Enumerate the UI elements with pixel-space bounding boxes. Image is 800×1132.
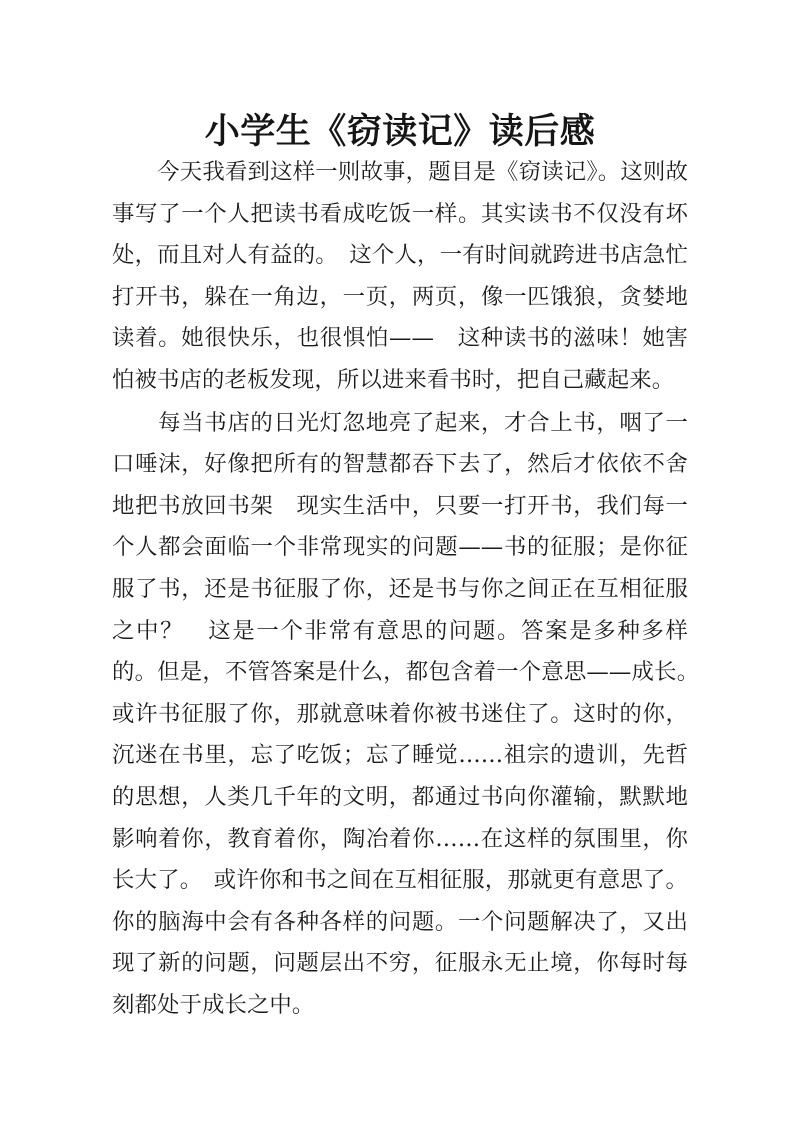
body-paragraph: 今天我看到这样一则故事，题目是《窃读记》。这则故事写了一个人把读书看成吃饭一样。其实读书不仅没有坏处，而且对人有益的。 这个人，一有时间就跨进书店急忙打开书，躲在一角边，一页，两页，像一匹饿狼，贪婪地读着。她很快乐，也很惧怕—— 这种读书的滋味！她害怕被书店的老板发现，所以进来看书时，把自己藏起来。 [112,159,688,393]
document-body [112,152,711,1027]
page-title: 小学生《窃读记》读后感 [204,112,596,153]
body-paragraph: 每当书店的日光灯忽地亮了起来，才合上书，咽了一口唾沫，好像把所有的智慧都吞下去了，然后才依依不舍地把书放回书架 现实生活中，只要一打开书，我们每一个人都会面临一个非常现实的问题——书的征服；是你征服了书，还是书征服了你，还是书与你之间正在互相征服之中？ 这是一个非常有意思的问题。答案是多种多样的。但是，不管答案是什么，都包含着一个意思——成长。 或许书征服了你，那就意味着你被书迷住了。这时的你，沉迷在书里，忘了吃饭；忘了睡觉……祖宗的遗训，先哲的思想，人类几千年的文明，都通过书向你灌输，默默地影响着你，教育着你，陶冶着你……在这样的氛围里，你长大了。 或许你和书之间在互相征服，那就更有意思了。你的脑海中会有各种各样的问题。一个问题解决了，又出现了新的问题，问题层出不穷，征服永无止境，你每时每刻都处于成长之中。 [112,409,711,1018]
